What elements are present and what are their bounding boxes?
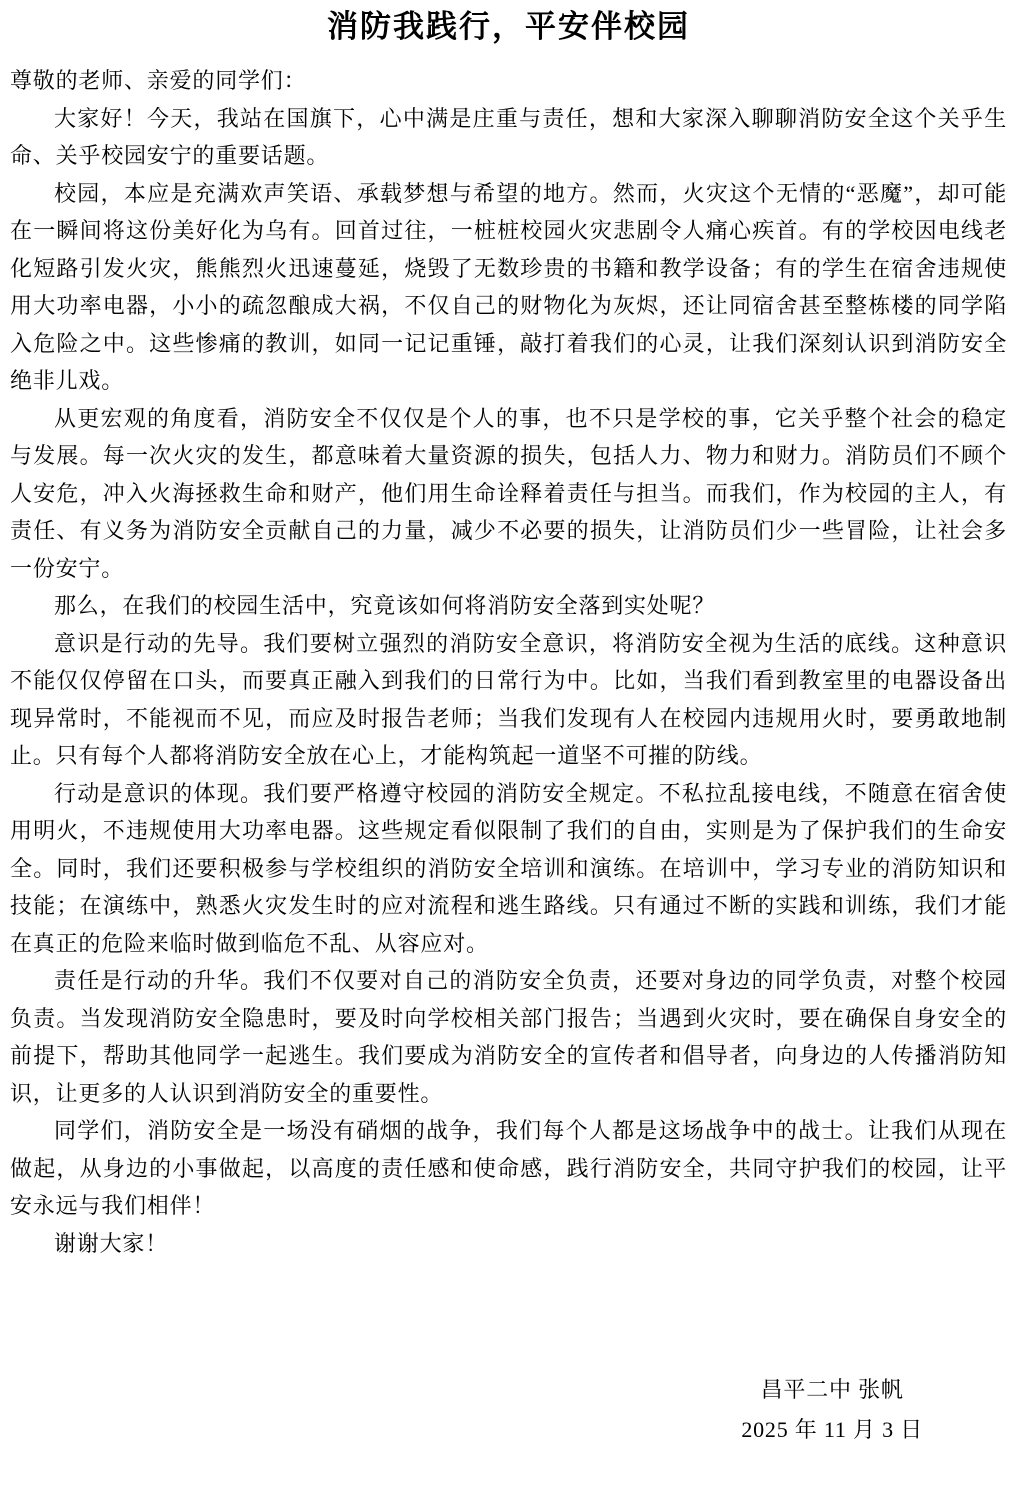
- document-title: 消防我践行，平安伴校园: [327, 9, 690, 44]
- document-page: [0, 6, 1017, 1498]
- document-body: [10, 62, 1007, 1262]
- signature-block: [741, 1370, 923, 1450]
- closing-thanks: 谢谢大家！: [54, 1230, 169, 1256]
- paragraph-action: 行动是意识的体现。我们要严格遵守校园的消防安全规定。不私拉乱接电线，不随意在宿舍使用明火，不违规使用大功率电器。这些规定看似限制了我们的自由，实则是为了保护我们的生命安全。同时，我们还要积极参与学校组织的消防安全培训和演练。在培训中，学习专业的消防知识和技能；在演练中，熟悉火灾发生时的应对流程和逃生路线。只有通过不断的实践和训练，我们才能在真正的危险来临时做到临危不乱、从容应对。: [10, 780, 1007, 956]
- signature-date: 2025 年 11 月 3 日: [741, 1417, 923, 1442]
- paragraph-responsibility: 责任是行动的升华。我们不仅要对自己的消防安全负责，还要对身边的同学负责，对整个校园负责。当发现消防安全隐患时，要及时向学校相关部门报告；当遇到火灾时，要在确保自身安全的前提下，帮助其他同学一起逃生。我们要成为消防安全的宣传者和倡导者，向身边的人传播消防知识，让更多的人认识到消防安全的重要性。: [10, 968, 1007, 1106]
- paragraph-question: 那么，在我们的校园生活中，究竟该如何将消防安全落到实处呢？: [54, 593, 716, 618]
- paragraph-greeting: 大家好！今天，我站在国旗下，心中满是庄重与责任，想和大家深入聊聊消防安全这个关乎生命、关乎校园安宁的重要话题。: [10, 105, 1007, 168]
- signature-name: 昌平二中 张帆: [760, 1377, 904, 1402]
- paragraph-call-to-action: 同学们，消防安全是一场没有硝烟的战争，我们每个人都是这场战争中的战士。让我们从现在做起，从身边的小事做起，以高度的责任感和使命感，践行消防安全，共同守护我们的校园，让平安永远与我们相伴！: [10, 1118, 1007, 1218]
- paragraph-awareness: 意识是行动的先导。我们要树立强烈的消防安全意识，将消防安全视为生活的底线。这种意识不能仅仅停留在口头，而要真正融入到我们的日常行为中。比如，当我们看到教室里的电器设备出现异常时，不能视而不见，而应及时报告老师；当我们发现有人在校园内违规用火时，要勇敢地制止。只有每个人都将消防安全放在心上，才能构筑起一道坚不可摧的防线。: [10, 630, 1007, 768]
- paragraph-societal-impact: 从更宏观的角度看，消防安全不仅仅是个人的事，也不只是学校的事，它关乎整个社会的稳定与发展。每一次火灾的发生，都意味着大量资源的损失，包括人力、物力和财力。消防员们不顾个人安危，冲入火海拯救生命和财产，他们用生命诠释着责任与担当。而我们，作为校园的主人，有责任、有义务为消防安全贡献自己的力量，减少不必要的损失，让消防员们少一些冒险，让社会多一份安宁。: [10, 405, 1007, 581]
- paragraph-campus-fire-tragedies: 校园，本应是充满欢声笑语、承载梦想与希望的地方。然而，火灾这个无情的“恶魔”，却可能在一瞬间将这份美好化为乌有。回首过往，一桩桩校园火灾悲剧令人痛心疾首。有的学校因电线老化短路引发火灾，熊熊烈火迅速蔓延，烧毁了无数珍贵的书籍和教学设备；有的学生在宿舍违规使用大功率电器，小小的疏忽酿成大祸，不仅自己的财物化为灰烬，还让同宿舍甚至整栋楼的同学陷入危险之中。这些惨痛的教训，如同一记记重锤，敲打着我们的心灵，让我们深刻认识到消防安全绝非儿戏。: [10, 180, 1007, 393]
- salutation: 尊敬的老师、亲爱的同学们：: [10, 68, 307, 93]
